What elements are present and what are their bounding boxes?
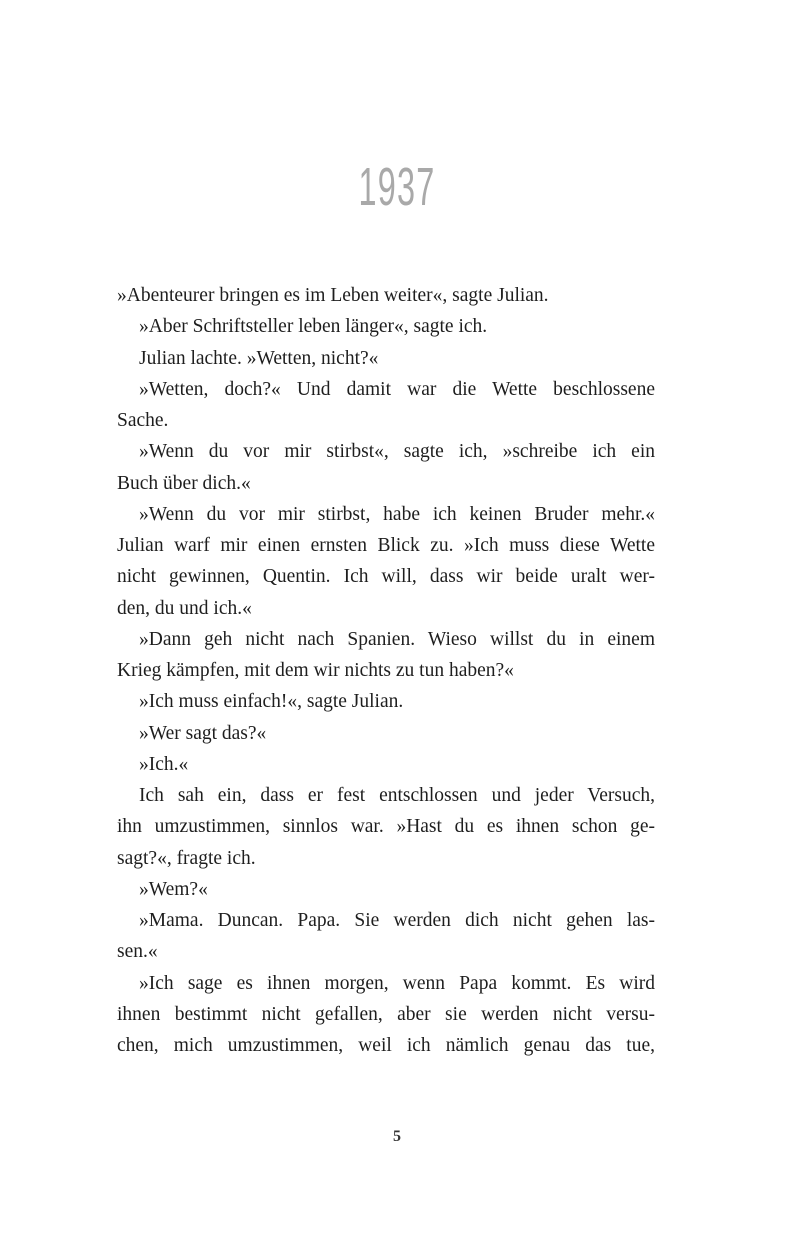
paragraph (117, 624, 655, 687)
text-line: »Ich sage es ihnen morgen, wenn Papa kommt. Es wird (139, 972, 655, 994)
paragraph (117, 343, 655, 374)
paragraph (117, 718, 655, 749)
paragraph (117, 749, 655, 780)
text-line: sagt?«, fragte ich. (117, 847, 256, 869)
text-line: »Wenn du vor mir stirbst, habe ich keinen Bruder mehr.« (139, 503, 655, 525)
text-line: ihn umzustimmen, sinnlos war. »Hast du es ihnen schon ge- (117, 816, 655, 838)
paragraph (117, 686, 655, 717)
text-line: »Wenn du vor mir stirbst«, sagte ich, »schreibe ich ein (139, 441, 655, 463)
text-line: »Dann geh nicht nach Spanien. Wieso willst du in einem (139, 628, 655, 650)
paragraph (117, 499, 655, 624)
text-line: »Wem?« (139, 878, 208, 900)
paragraph (117, 280, 655, 311)
text-line: Buch über dich.« (117, 472, 251, 494)
text-line: »Ich muss einfach!«, sagte Julian. (139, 691, 404, 713)
paragraph (117, 780, 655, 874)
paragraph (117, 968, 655, 1062)
text-line: Julian warf mir einen ernsten Blick zu. »Ich muss diese Wette (117, 535, 655, 556)
text-line: chen, mich umzustimmen, weil ich nämlich genau das tue, (117, 1035, 655, 1056)
text-line: »Mama. Duncan. Papa. Sie werden dich nicht gehen las- (139, 910, 655, 931)
text-line: ihnen bestimmt nicht gefallen, aber sie werden nicht versu- (117, 1003, 655, 1025)
text-line: »Abenteurer bringen es im Leben weiter«, sagte Julian. (117, 285, 549, 306)
text-line: »Wetten, doch?« Und damit war die Wette beschlossene (139, 378, 655, 400)
paragraph (117, 311, 655, 342)
paragraph (117, 374, 655, 437)
paragraph (117, 436, 655, 499)
text-line: »Wer sagt das?« (139, 722, 267, 744)
text-line: sen.« (117, 941, 158, 963)
text-line: Julian lachte. »Wetten, nicht?« (139, 347, 379, 369)
page-number: 5 (393, 1128, 401, 1145)
paragraph (117, 874, 655, 905)
text-line: den, du und ich.« (117, 597, 252, 619)
text-line: »Aber Schriftsteller leben länger«, sagte ich. (139, 316, 488, 338)
text-line: »Ich.« (139, 753, 189, 775)
text-line: Sache. (117, 410, 169, 431)
text-line: Ich sah ein, dass er fest entschlossen und jeder Versuch, (139, 785, 655, 806)
paragraph (117, 905, 655, 968)
chapter-title: 1937 (358, 157, 436, 217)
text-line: nicht gewinnen, Quentin. Ich will, dass wir beide uralt wer- (117, 566, 655, 588)
text-line: Krieg kämpfen, mit dem wir nichts zu tun haben?« (117, 660, 514, 681)
body-text (117, 280, 655, 1061)
